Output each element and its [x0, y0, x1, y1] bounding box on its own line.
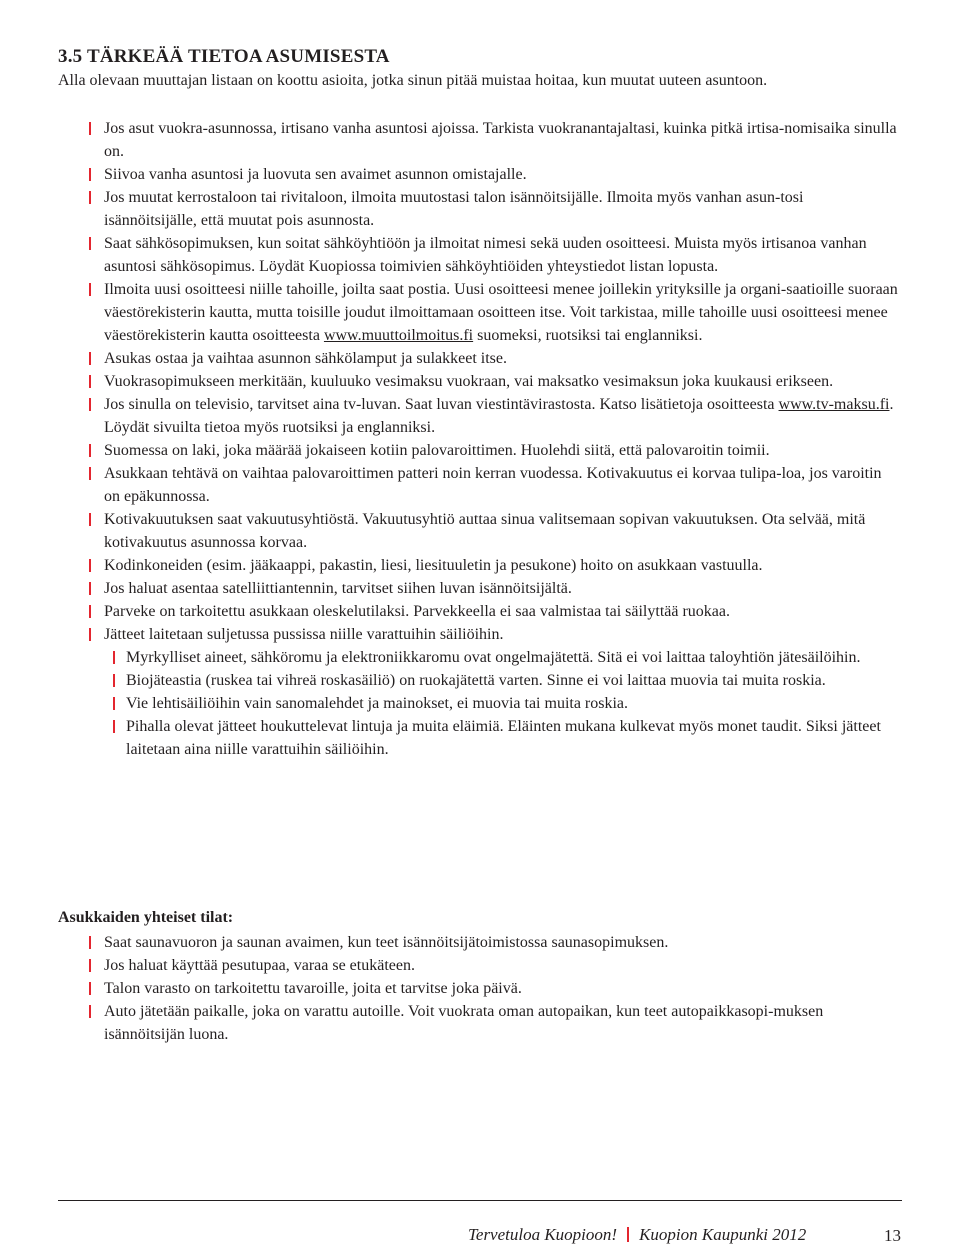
- shared-spaces-list: [0, 931, 960, 1046]
- list-item: [0, 508, 900, 554]
- list-item-text: Asukkaan tehtävä on vaihtaa palovaroittimen patteri noin kerran vuodessa. Kotivakuutus ei korvaa tulipa-loa, jos varoitin on epäkunnossa.: [104, 465, 882, 505]
- bullet-marker: [113, 720, 115, 733]
- list-item-text: Saat sähkösopimuksen, kun soitat sähköyhtiöön ja ilmoitat nimesi sekä uuden osoitteesi. Muista myös irtisanoa vanhan asuntosi sähkösopimus. Löydät Kuopiossa toimivien sähköyhtiöiden yhteystiedot listan lopusta.: [104, 235, 867, 275]
- sub-list-item: [0, 669, 882, 692]
- list-item-text: Suomessa on laki, joka määrää jokaiseen kotiin palovaroittimen. Huolehdi siitä, että palovaroitin toimii.: [104, 442, 770, 459]
- shared-spaces-heading: Asukkaiden yhteiset tilat:: [58, 909, 234, 926]
- list-item: [0, 577, 900, 600]
- bullet-marker: [89, 191, 91, 204]
- bullet-marker: [113, 697, 115, 710]
- list-item-text: Auto jätetään paikalle, joka on varattu autoille. Voit vuokrata oman autopaikan, kun teet autopaikkasopi-muksen isännöitsijän luona.: [104, 1003, 824, 1043]
- bullet-marker: [89, 168, 91, 181]
- list-item: [0, 554, 900, 577]
- list-item-text: Pihalla olevat jätteet houkuttelevat lintuja ja muita eläimiä. Eläinten mukana kulkevat myös monet taudit. Siksi jätteet laitetaan aina niille varattuihin säiliöihin.: [126, 718, 881, 758]
- list-item-text: Kotivakuutuksen saat vakuutusyhtiöstä. Vakuutusyhtiö auttaa sinua valitsemaan sopivan vakuutuksen. Ota selvää, mitä kotivakuutus asunnossa korvaa.: [104, 511, 866, 551]
- list-item: [0, 163, 900, 186]
- list-item: [0, 1000, 900, 1046]
- list-item-text: Jos haluat käyttää pesutupaa, varaa se etukäteen.: [104, 957, 415, 974]
- sub-list-item: [0, 692, 882, 715]
- list-item-text: Myrkylliset aineet, sähköromu ja elektroniikkaromu ovat ongelmajätettä. Sitä ei voi laittaa taloyhtiön jätesäilöihin.: [126, 649, 861, 666]
- bullet-marker: [89, 444, 91, 457]
- list-item-text: Jos haluat asentaa satelliittiantennin, tarvitset siihen luvan isännöitsijältä.: [104, 580, 572, 597]
- list-item-text: Jos sinulla on televisio, tarvitset aina tv-luvan. Saat luvan viestintävirastosta. Katso lisätietoja osoitteesta: [104, 396, 779, 413]
- list-item: [0, 931, 900, 954]
- bullet-marker: [89, 605, 91, 618]
- list-item-text: Saat saunavuoron ja saunan avaimen, kun teet isännöitsijätoimistossa saunasopimuksen.: [104, 934, 669, 951]
- bullet-marker: [89, 398, 91, 411]
- bullet-marker: [89, 467, 91, 480]
- list-item: [0, 977, 900, 1000]
- list-item: [0, 232, 900, 278]
- muuttoilmoitus-link[interactable]: www.muuttoilmoitus.fi: [323, 327, 474, 344]
- bullet-marker: [89, 1005, 91, 1018]
- bullet-marker: [89, 628, 91, 641]
- bullet-marker: [89, 936, 91, 949]
- list-item: [0, 370, 900, 393]
- list-item-text: Jos muutat kerrostaloon tai rivitaloon, ilmoita muutostasi talon isännöitsijälle. Ilmoita myös vanhan asun-tosi isännöitsijälle, että muutat pois asunnosta.: [104, 189, 804, 229]
- list-item-text: Siivoa vanha asuntosi ja luovuta sen avaimet asunnon omistajalle.: [104, 166, 527, 183]
- list-item-text: Vuokrasopimukseen merkitään, kuuluuko vesimaksu vuokraan, vai maksatko vesimaksun joka kuukausi erikseen.: [104, 373, 834, 390]
- list-item-text: Talon varasto on tarkoitettu tavaroille, joita et tarvitse joka päivä.: [104, 980, 522, 997]
- bullet-marker: [89, 982, 91, 995]
- list-item: [0, 954, 900, 977]
- footer: [468, 1224, 806, 1246]
- bullet-marker: [113, 674, 115, 687]
- list-item: [0, 117, 900, 163]
- footer-separator: [627, 1227, 629, 1242]
- bullet-marker: [89, 513, 91, 526]
- bullet-marker: [113, 651, 115, 664]
- bullet-marker: [89, 352, 91, 365]
- bullet-marker: [89, 283, 91, 296]
- list-item-text: Ilmoita uusi osoitteesi niille tahoille, joilta saat postia. Uusi osoitteesi menee joillekin yrityksille ja organi-saatioille suoraan väestörekisterin kautta, mutta toisille joudut ilmoittamaan osoitteen itse. Voit tarkistaa, mille tahoille uusi osoitteesi menee väestörekisterin kautta osoitteesta: [104, 281, 898, 344]
- section-intro: Alla olevaan muuttajan listaan on koottu asioita, jotka sinun pitää muistaa hoitaa, kun muutat uuteen asuntoon.: [58, 72, 768, 89]
- bullet-marker: [89, 122, 91, 135]
- list-item-text: . Löydät sivuilta tietoa myös ruotsiksi ja englanniksi.: [104, 396, 894, 436]
- list-item: [0, 600, 900, 623]
- list-item: [0, 393, 900, 439]
- list-item: [0, 278, 900, 347]
- list-item-text: Asukas ostaa ja vaihtaa asunnon sähkölamput ja sulakkeet itse.: [104, 350, 508, 367]
- list-item: [0, 439, 900, 462]
- list-item-text: Jos asut vuokra-asunnossa, irtisano vanha asuntosi ajoissa. Tarkista vuokranantajaltasi, kuinka pitkä irtisa-nomisaika sinulla on.: [104, 120, 897, 160]
- list-item-text: Biojäteastia (ruskea tai vihreä roskasäiliö) on ruokajätettä varten. Sinne ei voi laittaa muovia tai muita roskia.: [126, 672, 826, 689]
- list-item-text: suomeksi, ruotsiksi tai englanniksi.: [473, 327, 703, 344]
- sub-list-item: [0, 646, 882, 669]
- list-item: [0, 347, 900, 370]
- list-item: [0, 462, 900, 508]
- bullet-marker: [89, 959, 91, 972]
- list-item-text: Kodinkoneiden (esim. jääkaappi, pakastin, liesi, liesituuletin ja pesukone) hoito on asukkaan vastuulla.: [104, 557, 763, 574]
- list-item: [0, 623, 900, 646]
- tv-maksu-link[interactable]: www.tv-maksu.fi: [778, 396, 890, 413]
- bullet-marker: [89, 559, 91, 572]
- bullet-marker: [89, 375, 91, 388]
- list-item-text: Vie lehtisäiliöihin vain sanomalehdet ja mainokset, ei muovia tai muita roskia.: [126, 695, 629, 712]
- bullet-marker: [89, 237, 91, 250]
- list-item: [0, 186, 900, 232]
- section-heading: 3.5 TÄRKEÄÄ TIETOA ASUMISESTA: [58, 46, 390, 67]
- checklist: [0, 117, 960, 761]
- bullet-marker: [89, 582, 91, 595]
- list-item-text: Parveke on tarkoitettu asukkaan oleskelutilaksi. Parvekkeella ei saa valmistaa tai säilyttää ruokaa.: [104, 603, 730, 620]
- footer-welcome: Tervetuloa Kuopioon!: [468, 1225, 618, 1244]
- list-item-text: Jätteet laitetaan suljetussa pussissa niille varattuihin säiliöihin.: [104, 626, 504, 643]
- footer-publisher: Kuopion Kaupunki 2012: [639, 1225, 807, 1244]
- sub-list-item: [0, 715, 882, 761]
- page-number: 13: [884, 1226, 901, 1245]
- footer-divider: [58, 1200, 902, 1201]
